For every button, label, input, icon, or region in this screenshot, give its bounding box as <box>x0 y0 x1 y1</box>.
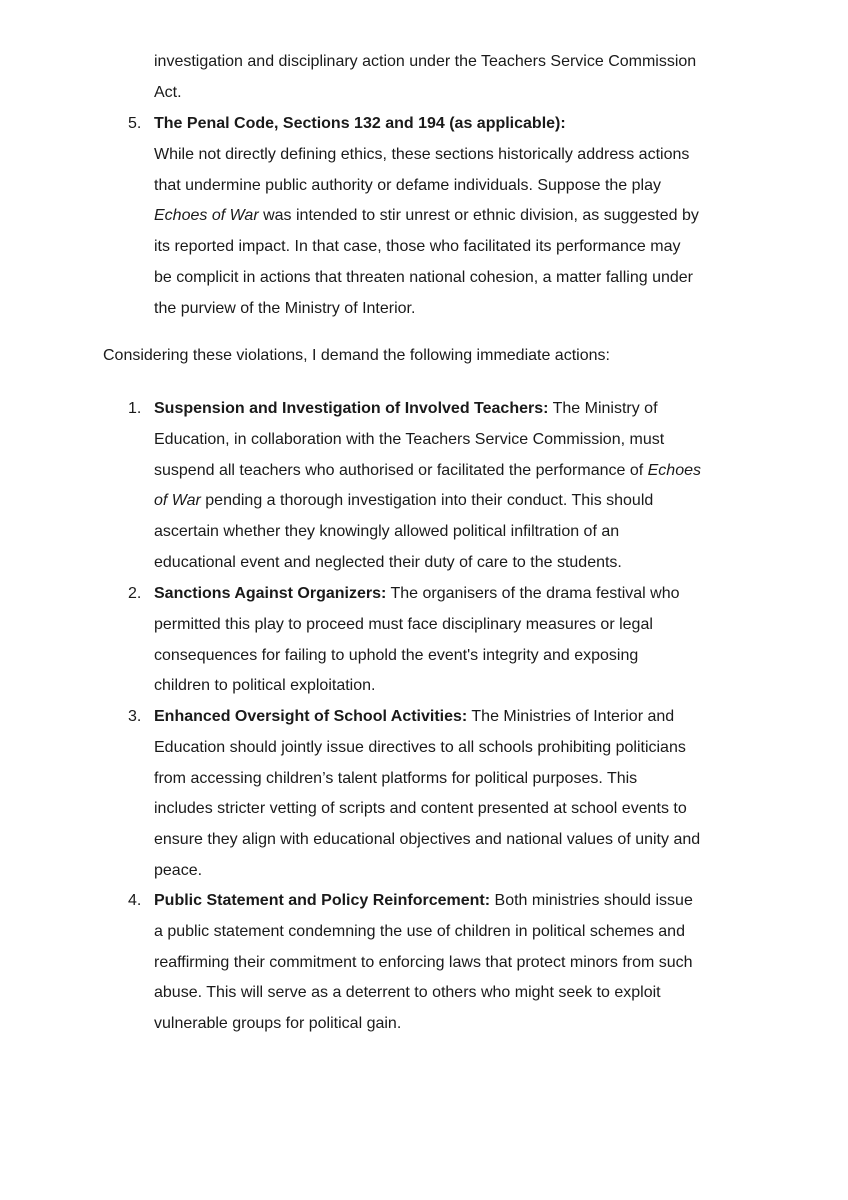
list-item-public-statement <box>154 886 754 1040</box>
text-line: ensure they align with educational objectives and national values of unity and <box>154 831 701 849</box>
list-number: 5. <box>128 115 142 132</box>
list-number: 3. <box>128 708 142 725</box>
list-item-penal-code <box>154 109 754 325</box>
text-line: vulnerable groups for political gain. <box>154 1015 402 1033</box>
text-line: Education should jointly issue directives to all schools prohibiting politicians <box>154 738 686 756</box>
text-line: While not directly defining ethics, these sections historically address actions <box>154 145 690 163</box>
text-line: that undermine public authority or defame individuals. Suppose the play <box>154 176 661 194</box>
text-line: abuse. This will serve as a deterrent to others who might seek to exploit <box>154 984 661 1002</box>
text-line: was intended to stir unrest or ethnic division, as suggested by <box>258 207 699 225</box>
text-line: Both ministries should issue <box>490 892 693 909</box>
list-number: 4. <box>128 892 142 909</box>
text-line: Education, in collaboration with the Teachers Service Commission, must <box>154 430 665 448</box>
text-line: pending a thorough investigation into their conduct. This should <box>200 492 654 510</box>
text-line: educational event and neglected their duty of care to the students. <box>154 553 622 571</box>
play-title: Echoes <box>647 461 701 479</box>
text-line: its reported impact. In that case, those who facilitated its performance may <box>154 238 681 256</box>
item-heading: Suspension and Investigation of Involved Teachers: <box>154 400 549 417</box>
list-number: 1. <box>128 400 142 417</box>
item-heading: Public Statement and Policy Reinforcement: <box>154 892 491 909</box>
text-line: children to political exploitation. <box>154 677 376 695</box>
text-line: investigation and disciplinary action under the Teachers Service Commission <box>154 53 697 70</box>
text-line: The Ministry of <box>548 400 658 417</box>
continuation-paragraph <box>154 47 754 109</box>
list-item-suspension <box>154 394 754 579</box>
item-heading: Sanctions Against Organizers: <box>154 585 387 602</box>
text-line: peace. <box>154 861 203 879</box>
item-heading: Enhanced Oversight of School Activities: <box>154 708 468 725</box>
text-line: a public statement condemning the use of children in political schemes and <box>154 922 685 940</box>
item-heading: The Penal Code, Sections 132 and 194 (as applicable): <box>154 115 566 132</box>
list-item-oversight <box>154 702 754 887</box>
text-line: reaffirming their commitment to enforcing laws that protect minors from such <box>154 953 693 971</box>
list-item-sanctions <box>154 579 754 702</box>
text-line: includes stricter vetting of scripts and content presented at school events to <box>154 800 687 818</box>
text-line: consequences for failing to uphold the event's integrity and exposing <box>154 646 639 664</box>
text-line: The organisers of the drama festival who <box>386 585 680 602</box>
text-line: ascertain whether they knowingly allowed political infiltration of an <box>154 523 620 541</box>
play-title: Echoes of War <box>154 207 259 225</box>
text-line: from accessing children’s talent platforms for political purposes. This <box>154 769 638 787</box>
text-line: the purview of the Ministry of Interior. <box>154 299 416 317</box>
text-line: The Ministries of Interior and <box>467 708 675 725</box>
play-title: of War <box>154 492 201 510</box>
list-number: 2. <box>128 585 142 602</box>
intro-paragraph: Considering these violations, I demand the following immediate actions: <box>103 347 610 364</box>
text-line: be complicit in actions that threaten national cohesion, a matter falling under <box>154 268 693 286</box>
text-line: permitted this play to proceed must face disciplinary measures or legal <box>154 615 653 633</box>
text-line: suspend all teachers who authorised or facilitated the performance of <box>154 461 648 479</box>
text-line: Act. <box>154 83 182 101</box>
